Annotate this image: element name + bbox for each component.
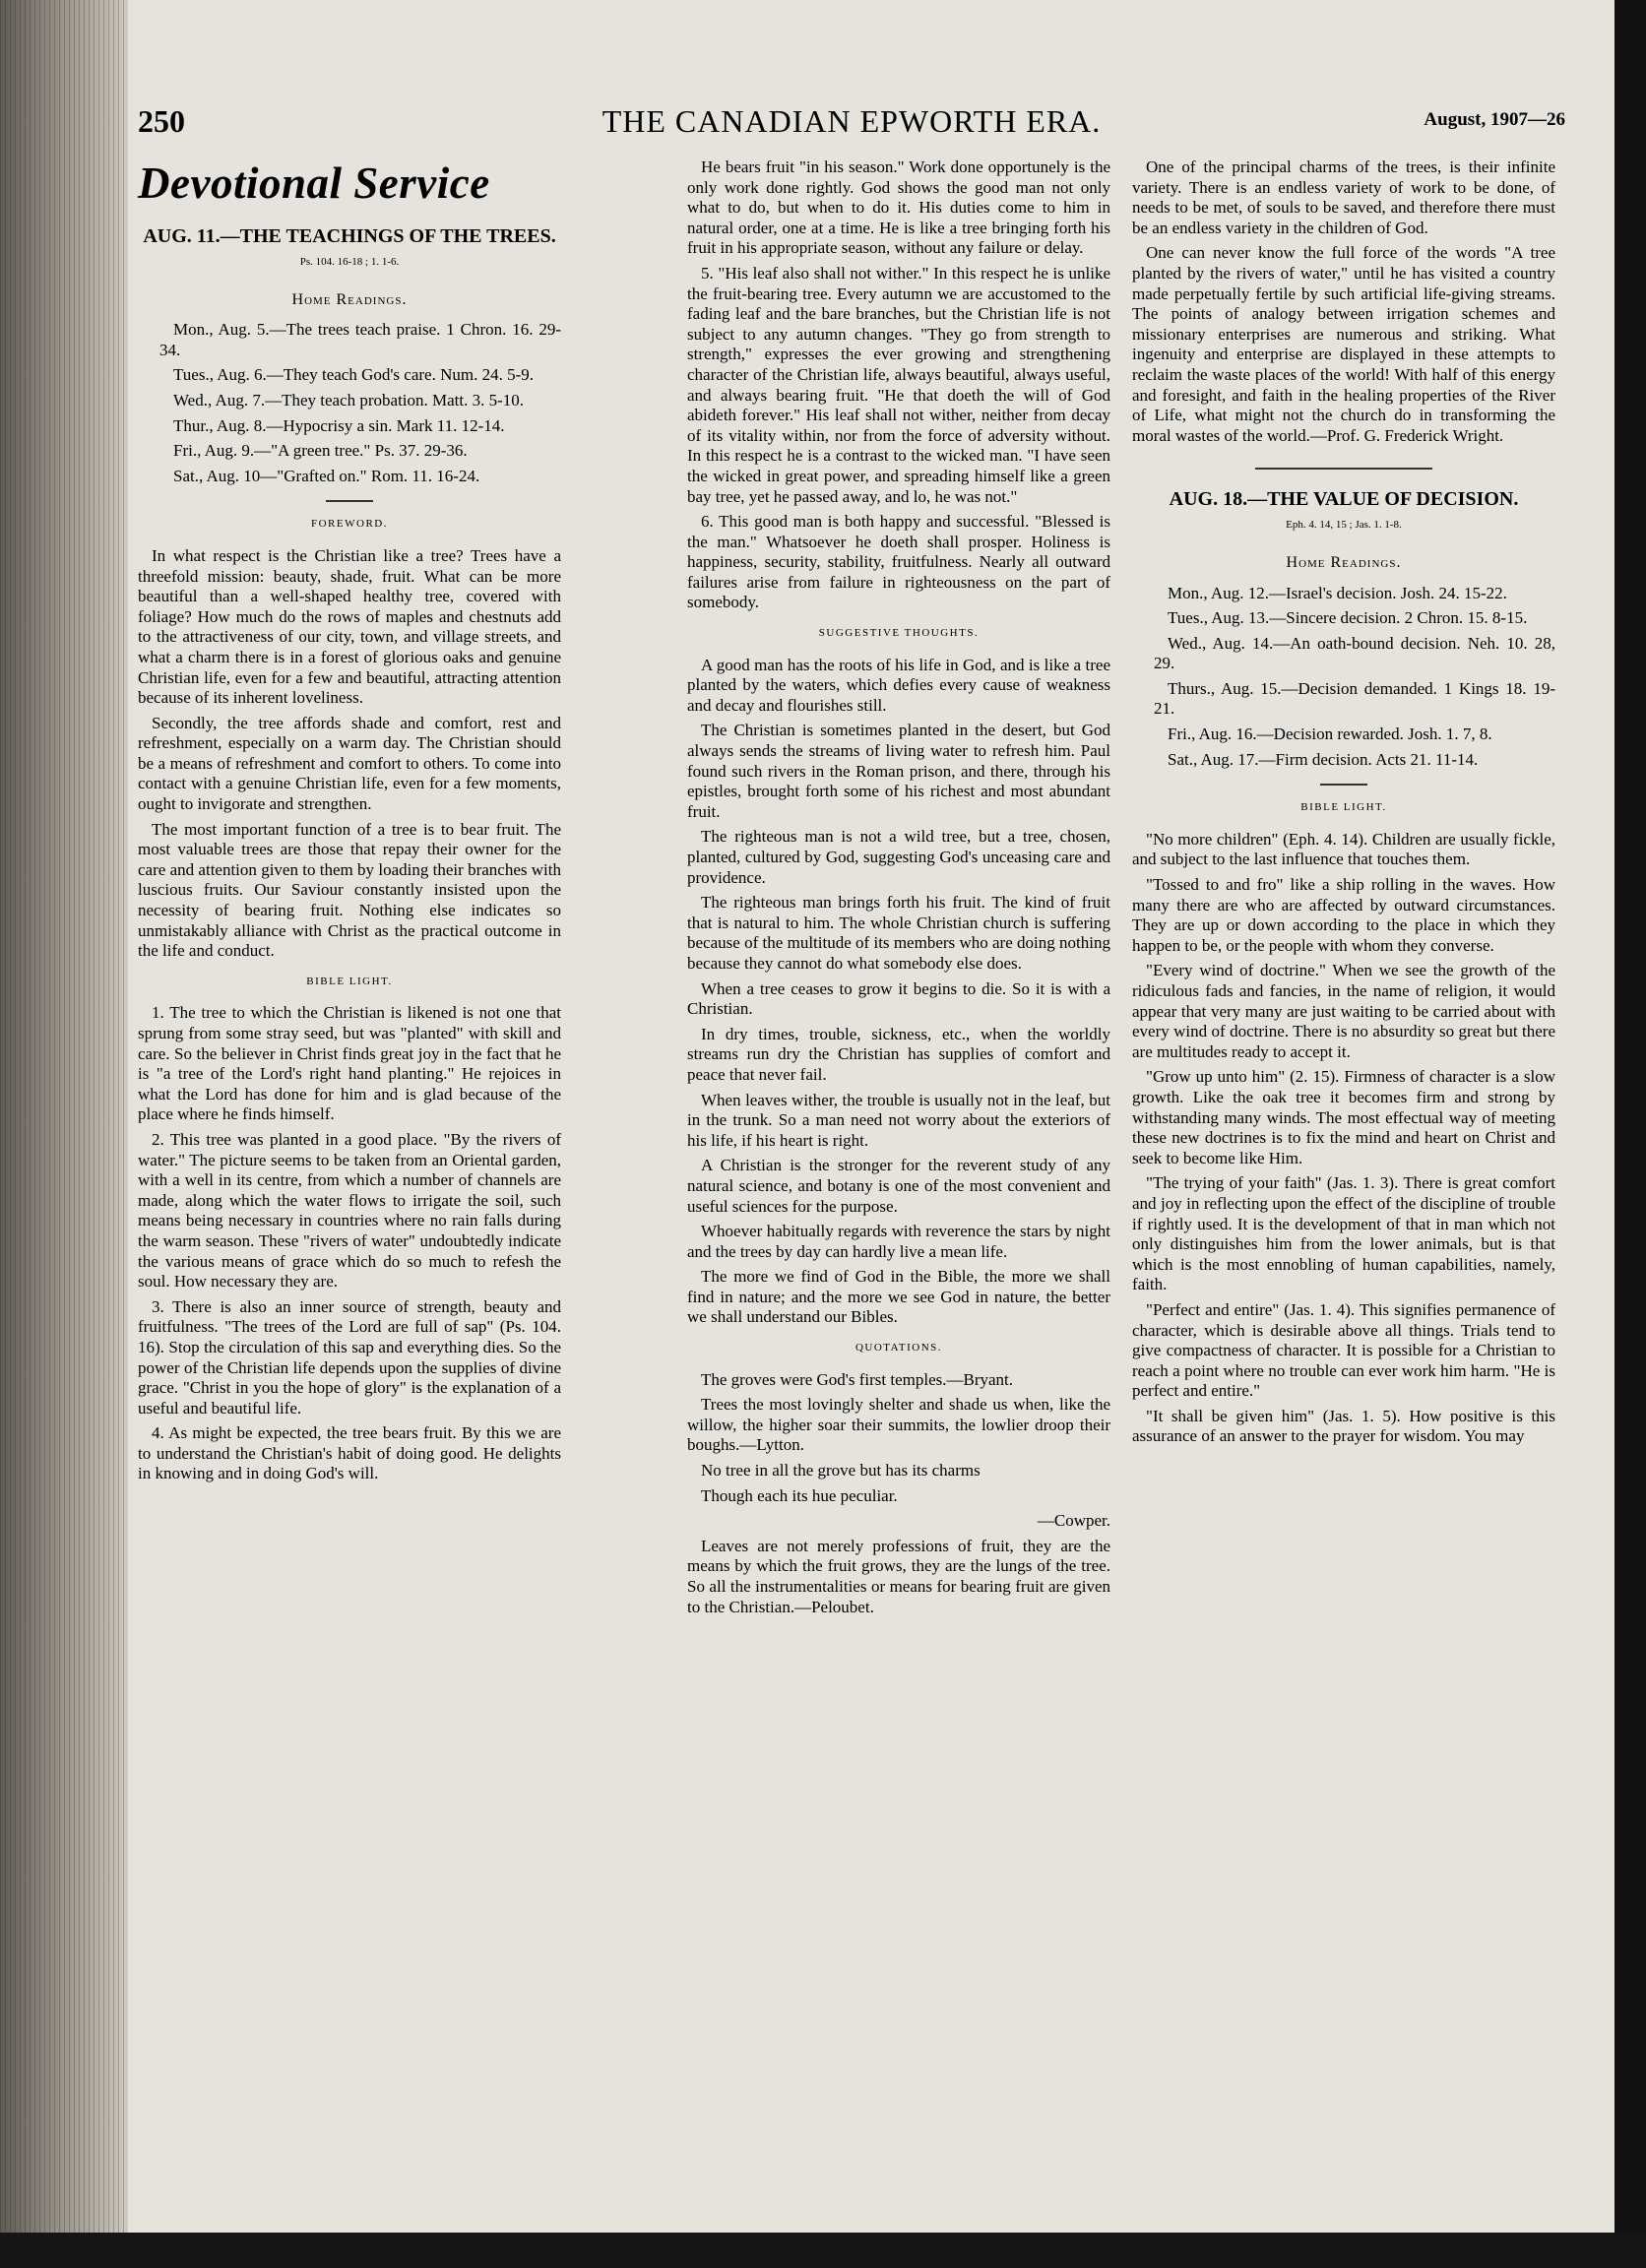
lesson-2-ref: Eph. 4. 14, 15 ; Jas. 1. 1-8. [1286, 519, 1402, 532]
column-2 [687, 158, 1110, 1622]
foreword-heading: FOREWORD. [311, 518, 388, 531]
paragraph: "The trying of your faith" (Jas. 1. 3). There is great comfort and joy in reflecting upon the effect of the discipline of trouble if rightly used. It is the development of that in man which not only distinguishes him from the lower animals, but is that which is the most ennobling of human capabilities, namely, faith. [1132, 1173, 1555, 1294]
reading-item: Fri., Aug. 16.—Decision rewarded. Josh. 1. 7, 8. [1168, 724, 1492, 744]
paragraph: "Tossed to and fro" like a ship rolling in the waves. How many there are who are affected by outward circumstances. They are up or down according to the place in which they happen to be, or the people with whom they converse. [1132, 875, 1555, 955]
paragraph: "No more children" (Eph. 4. 14). Children are usually fickle, and subject to the last influence that touches them. [1132, 829, 1555, 869]
reading-item: Fri., Aug. 9.—"A green tree." Ps. 37. 29-36. [173, 441, 468, 461]
quotation: Leaves are not merely professions of fruit, they are the means by which the fruit grows, they are the lungs of the tree. So all the instrumentalities or means for bearing fruit are given to the Christian.—Peloubet. [687, 1536, 1110, 1616]
paragraph: The righteous man is not a wild tree, but a tree, chosen, planted, cultured by God, suggesting God's unceasing care and providence. [687, 827, 1110, 887]
paragraph: One can never know the full force of the words "A tree planted by the rivers of water," until he has visited a country made perpetually fertile by such artificial life-giving streams. The points of analogy between irrigation schemes and missionary enterprises are numerous and striking. What ingenuity and enterprise are displayed in these attempts to reclaim the waste places of the world! With half of this energy and foresight, and faith in the healing properties of the River of Life, what might not the church do in transforming the moral wastes of the world.—Prof. G. Frederick Wright. [1132, 243, 1555, 445]
paragraph: "Grow up unto him" (2. 15). Firmness of character is a slow growth. Like the oak tree it becomes firm and strong by withstanding many winds. The most effectual way of meeting these new doctrines is to fix the mind and heart on Christ and seek to become like Him. [1132, 1067, 1555, 1167]
home-readings-heading: Home Readings. [291, 290, 408, 308]
reading-item: Sat., Aug. 10—"Grafted on." Rom. 11. 16-24. [173, 466, 480, 485]
publication-title: THE CANADIAN EPWORTH ERA. [601, 103, 1102, 139]
quotation: Trees the most lovingly shelter and shade us when, like the willow, the higher soar their summits, the lowlier droop their boughs.—Lytton. [687, 1395, 1110, 1455]
book-spine [0, 0, 128, 2268]
quotation: The groves were God's first temples.—Bryant. [701, 1369, 1014, 1389]
running-header [138, 103, 1565, 143]
reading-item: Thurs., Aug. 15.—Decision demanded. 1 Kings 18. 19-21. [1154, 678, 1555, 719]
poem-line: Though each its hue peculiar. [701, 1485, 898, 1505]
paragraph: A good man has the roots of his life in God, and is like a tree planted by the waters, which defies every cause of weakness and decay and flourishes still. [687, 655, 1110, 715]
paragraph: In dry times, trouble, sickness, etc., when the worldly streams run dry the Christian has supplies of comfort and peace that never fail. [687, 1024, 1110, 1084]
lesson-1-title: AUG. 11.—THE TEACHINGS OF THE TREES. [143, 225, 556, 247]
paragraph: The more we find of God in the Bible, the more we shall find in nature; and the more we see God in nature, the better we shall understand our Bibles. [687, 1267, 1110, 1327]
paragraph: The righteous man brings forth his fruit. The kind of fruit that is natural to him. The whole Christian church is suffering because of the multitude of its members who are doing nothing because they cannot do what somebody else does. [687, 893, 1110, 973]
page-number: 250 [138, 103, 185, 139]
reading-item: Sat., Aug. 17.—Firm decision. Acts 21. 11-14. [1168, 749, 1479, 769]
paragraph: 1. The tree to which the Christian is likened is not one that sprung from some stray seed, but was "planted" with skill and care. So the believer in Christ finds great joy in the fact that he is "a tree of the Lord's right hand planting." He rejoices in what the Lord has done for him and is glad because of the place where he finds himself. [138, 1003, 561, 1124]
paragraph: Whoever habitually regards with reverence the stars by night and the trees by day can hardly live a mean life. [687, 1222, 1110, 1261]
reading-item: Tues., Aug. 6.—They teach God's care. Num. 24. 5-9. [173, 365, 534, 385]
bible-light-heading: BIBLE LIGHT. [1300, 801, 1387, 814]
divider [326, 500, 373, 502]
suggestive-thoughts-heading: SUGGESTIVE THOUGHTS. [818, 627, 980, 640]
page-bottom-edge [0, 2233, 1646, 2268]
paragraph: One of the principal charms of the trees, is their infinite variety. There is an endless variety of work to be done, of needs to be met, of souls to be saved, and therefore there must be an endless variety in the children of God. [1132, 158, 1555, 237]
paragraph: 6. This good man is both happy and successful. "Blessed is the man." Whatsoever he doeth shall prosper. Holiness is happiness, security, stability, fruitfulness. Nearly all outward failures arise from failure in righteousness on the part of somebody. [687, 512, 1110, 612]
paragraph: 5. "His leaf also shall not wither." In this respect he is unlike the fruit-bearing tree. Every autumn we are accustomed to the fading leaf and the bare branches, but the Christian life is not subject to any autumn changes. "They go from strength to strength," expresses the ever growing and strengthening character of the Christian life, always beautiful, always useful, and always bearing fruit. "He that doeth the will of God abideth forever." His leaf shall not wither, neither from decay of its vitality within, nor from the force of adversity without. In this respect he is a contrast to the wicked man. "I have seen the wicked in great power, and spreading himself like a green bay tree, yet he passed away, and lo, he was not." [687, 263, 1110, 506]
reading-item: Mon., Aug. 12.—Israel's decision. Josh. 24. 15-22. [1168, 583, 1507, 602]
paragraph: He bears fruit "in his season." Work done opportunely is the only work done rightly. God shows the good man not only what to do, but when to do it. His duties come to him in natural order, one at a time. He is like a tree bringing forth his fruit in his appropriate season, without any failure or delay. [687, 158, 1110, 258]
paragraph: "It shall be given him" (Jas. 1. 5). How positive is this assurance of an answer to the prayer for wisdom. You may [1132, 1406, 1555, 1446]
paragraph: Secondly, the tree affords shade and comfort, rest and refreshment, especially on a warm day. The Christian should be a means of refreshment and comfort to others. To come into contact with a genuine Christian life, even for a few moments, ought to invigorate and strengthen. [138, 713, 561, 814]
column-1 [138, 158, 561, 1489]
reading-item: Mon., Aug. 5.—The trees teach praise. 1 Chron. 16. 29-34. [159, 320, 561, 359]
home-readings-heading: Home Readings. [1286, 553, 1402, 571]
reading-item: Thur., Aug. 8.—Hypocrisy a sin. Mark 11. 12-14. [173, 415, 505, 435]
paragraph: 4. As might be expected, the tree bears fruit. By this we are to understand the Christian's habit of doing good. He delights in knowing and in doing God's will. [138, 1423, 561, 1483]
paragraph: In what respect is the Christian like a tree? Trees have a threefold mission: beauty, shade, fruit. What can be more beautiful than a well-shaped healthy tree, covered with foliage? How much do the rows of maples and chestnuts add to the attractiveness of our city, town, and village streets, and what a charm there is in a forest of glorious oaks and genuine Christian life, even for a few and beautiful, attracting attention because of its inherent loveliness. [138, 545, 561, 708]
paragraph: When a tree ceases to grow it begins to die. So it is with a Christian. [687, 978, 1110, 1019]
issue-date: August, 1907—26 [1424, 109, 1565, 130]
column-3 [1132, 158, 1555, 1452]
reading-item: Tues., Aug. 13.—Sincere decision. 2 Chron. 15. 8-15. [1168, 608, 1528, 628]
poem-line: No tree in all the grove but has its charms [701, 1461, 981, 1480]
section-title: Devotional Service [138, 158, 490, 208]
paragraph: "Perfect and entire" (Jas. 1. 4). This signifies permanence of character, which is desirable above all things. Trials tend to give compactness of character. It is possible for a Christian to reach a point where no trouble can ever work him harm. "He is perfect and entire." [1132, 1299, 1555, 1401]
poem-attribution: —Cowper. [1037, 1511, 1110, 1531]
lesson-2-title: AUG. 18.—THE VALUE OF DECISION. [1169, 488, 1519, 511]
page-edge [1614, 0, 1646, 2268]
paragraph: A Christian is the stronger for the reverent study of any natural science, and botany is one of the most convenient and useful sciences for the purpose. [687, 1156, 1110, 1216]
divider [1255, 468, 1432, 470]
divider [1320, 784, 1367, 786]
quotations-heading: QUOTATIONS. [855, 1342, 943, 1354]
paragraph: When leaves wither, the trouble is usually not in the leaf, but in the trunk. So a man need not worry about the exteriors of his life, if his heart is right. [687, 1090, 1110, 1150]
reading-item: Wed., Aug. 7.—They teach probation. Matt. 3. 5-10. [173, 390, 525, 410]
bible-light-heading: BIBLE LIGHT. [306, 975, 393, 987]
paragraph: "Every wind of doctrine." When we see the growth of the ridiculous fads and fancies, in the name of religion, it would appear that very many are just waiting to be carried about with every wind of doctrine. There is no absurdity so great but there are multitudes ready to accept it. [1132, 961, 1555, 1061]
paragraph: 2. This tree was planted in a good place. "By the rivers of water." The picture seems to be taken from an Oriental garden, with a well in its centre, from which a number of channels are made, along which the water flows to irrigate the soil, such means being necessary in countries where no rain falls during the warm season. These "rivers of water" undoubtedly indicate the various means of grace which do so much to refesh the soul. How necessary they are. [138, 1129, 561, 1292]
paragraph: 3. There is also an inner source of strength, beauty and fruitfulness. "The trees of the Lord are full of sap" (Ps. 104. 16). Stop the circulation of this sap and everything dies. So the power of the Christian life depends upon the supplies of divine grace. "Christ in you the hope of glory" is the explanation of a useful and beautiful life. [138, 1296, 561, 1418]
paragraph: The most important function of a tree is to bear fruit. The most valuable trees are those that repay their owner for the care and attention given to them by loading their branches with luscious fruits. Our Saviour constantly insisted upon the necessity of bearing fruit. Nothing else indicates so unmistakably alliance with Christ as the practical outcome in the life and conduct. [138, 819, 561, 961]
lesson-1-ref: Ps. 104. 16-18 ; 1. 1-6. [299, 256, 400, 268]
reading-item: Wed., Aug. 14.—An oath-bound decision. Neh. 10. 28, 29. [1154, 633, 1555, 673]
paragraph: The Christian is sometimes planted in the desert, but God always sends the streams of living water to refresh him. Paul found such rivers in the Roman prison, and there, through his epistles, brought forth some of his richest and most abundant fruit. [687, 721, 1110, 821]
